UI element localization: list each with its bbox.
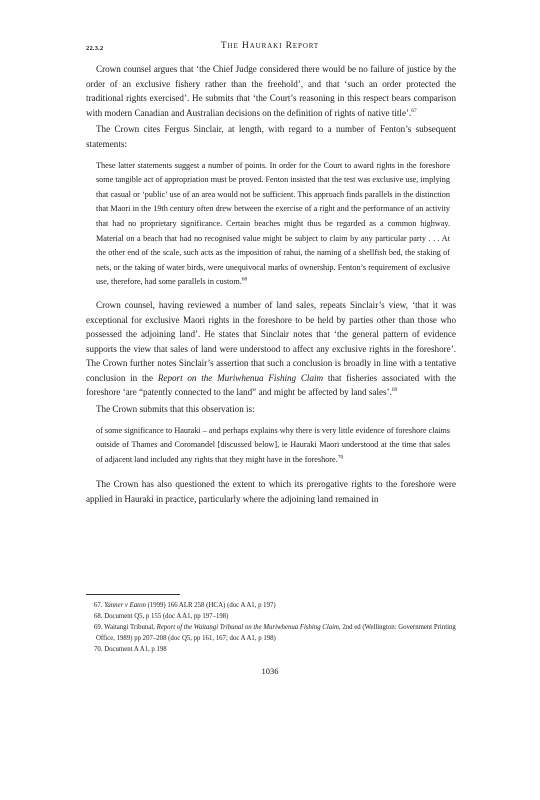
footnote-number: 68.: [94, 613, 103, 620]
footnote-ref-67: 67: [411, 107, 417, 114]
report-title-italic: Report of the Waitangi Tribunal on the Muriwhenua Fishing Claim: [156, 624, 339, 631]
footnote-text: ) (doc A A1, p 197): [223, 602, 276, 609]
paragraph-3-text-a: Crown counsel, having reviewed a number of land sales, repeats Sinclair’s view, ‘that it was exceptional for exclusive Maori rights in the foreshore to be held by parties other than those who possessed the adjoining land’. He states that Sinclair notes that ‘the general pattern of evidence supports the view that sales of land were understood to affect any exclusive rights in the foreshore’. The Crown further notes Sinclair’s assertion that such a conclusion is broadly in line with a tentative conclusion in the: [86, 299, 456, 383]
footnote-69: [86, 622, 456, 644]
quote-2-text: of some significance to Hauraki – and perhaps explains why there is very little evidence of foreshore claims outside of Thames and Coromandel [discussed below], ie Hauraki Maori understood at the time that sales of adjacent land included any rights that they might have in the foreshore.: [96, 425, 450, 464]
footnote-68: [86, 611, 456, 622]
paragraph-2: The Crown cites Fergus Sinclair, at length, with regard to a number of Fenton’s subsequent statements:: [86, 124, 456, 149]
running-title: The Hauraki Report: [220, 41, 320, 51]
footnote-70: [86, 644, 456, 655]
footnote-text: (1999) 166 ALR 258 (: [145, 602, 209, 609]
court-abbreviation: HCA: [208, 601, 224, 609]
report-title-italic: Report on the Muriwhenua Fishing Claim: [157, 372, 324, 383]
footnote-ref-70: 70: [337, 454, 344, 461]
paragraph-4: The Crown submits that this observation is:: [96, 404, 255, 415]
footnote-text: Waitangi Tribunal,: [104, 624, 157, 631]
footnote-text: , 2nd ed (Wellington: Government Printing Office, 1989) pp 207–208 (doc Q5, pp 161, 167; doc A A1, p 198): [96, 624, 456, 642]
block-quote-2-text: [96, 424, 450, 468]
footnote-text: Document A A1, p 198: [104, 646, 167, 653]
paragraph-1: [86, 62, 456, 120]
case-name-italic: Yanner v Eaton: [104, 602, 146, 609]
block-quote-sinclair: [96, 159, 450, 290]
footnotes: [86, 600, 456, 655]
footnote-text: Document Q5, p 155 (doc A A1, pp 197–198): [104, 613, 229, 620]
paragraph-3-text-b: that fisheries associated with the foreshore ‘are “patently connected to the land” and might be affected by land sales’.: [86, 372, 456, 398]
paragraph-3: [86, 298, 456, 400]
section-number: 22.3.2: [86, 45, 104, 52]
footnote-67: [86, 600, 456, 611]
footnote-ref-69: 69: [391, 387, 398, 394]
paragraph-1-text: Crown counsel argues that ‘the Chief Judge considered there would be no failure of justice by the order of an exclusive fishery rather than the freehold’, and that ‘such an order protected the traditional rights exercised’. He submits that ‘the Court’s reasoning in this respect bears comparison with modern Canadian and Australian decisions on the definition of rights of native title’.: [86, 64, 456, 118]
footnote-number: 70.: [94, 646, 103, 653]
block-quote-1-text: [96, 159, 450, 290]
block-quote-crown: [96, 424, 450, 468]
quote-1-text: These latter statements suggest a number of points. In order for the Court to award rights in the foreshore some tangible act of appropriation must be proved. Fenton insisted that the test was exclusive use, implying that casual or ‘public’ use of an area would not be sufficient. This approach finds parallels in the distinction that Maori in the 19th century often drew between the exercise of a right and the performance of an activity that had no proprietary significance. Certain beaches might thus be regarded as a common highway. Material on a beach that had no recognised value might be subject to claim by any particular party . . . At the other end of the scale, such acts as the imposition of rahui, the naming of a shellfish bed, the staking of nets, or the taking of water birds, were unequivocal marks of ownership. Fenton’s requirement of exclusive use, therefore, had some parallels in custom.: [96, 160, 450, 287]
footnote-divider: [86, 594, 180, 595]
footnote-number: 69.: [94, 624, 103, 631]
footnote-ref-68: 68: [241, 276, 248, 283]
paragraph-5: The Crown has also questioned the extent to which its prerogative rights to the foreshore were applied in Hauraki in practice, particularly where the adjoining land remained in: [86, 479, 456, 505]
page-number: 1036: [261, 666, 279, 676]
body-text: [86, 62, 456, 507]
footnote-number: 67.: [94, 602, 103, 609]
